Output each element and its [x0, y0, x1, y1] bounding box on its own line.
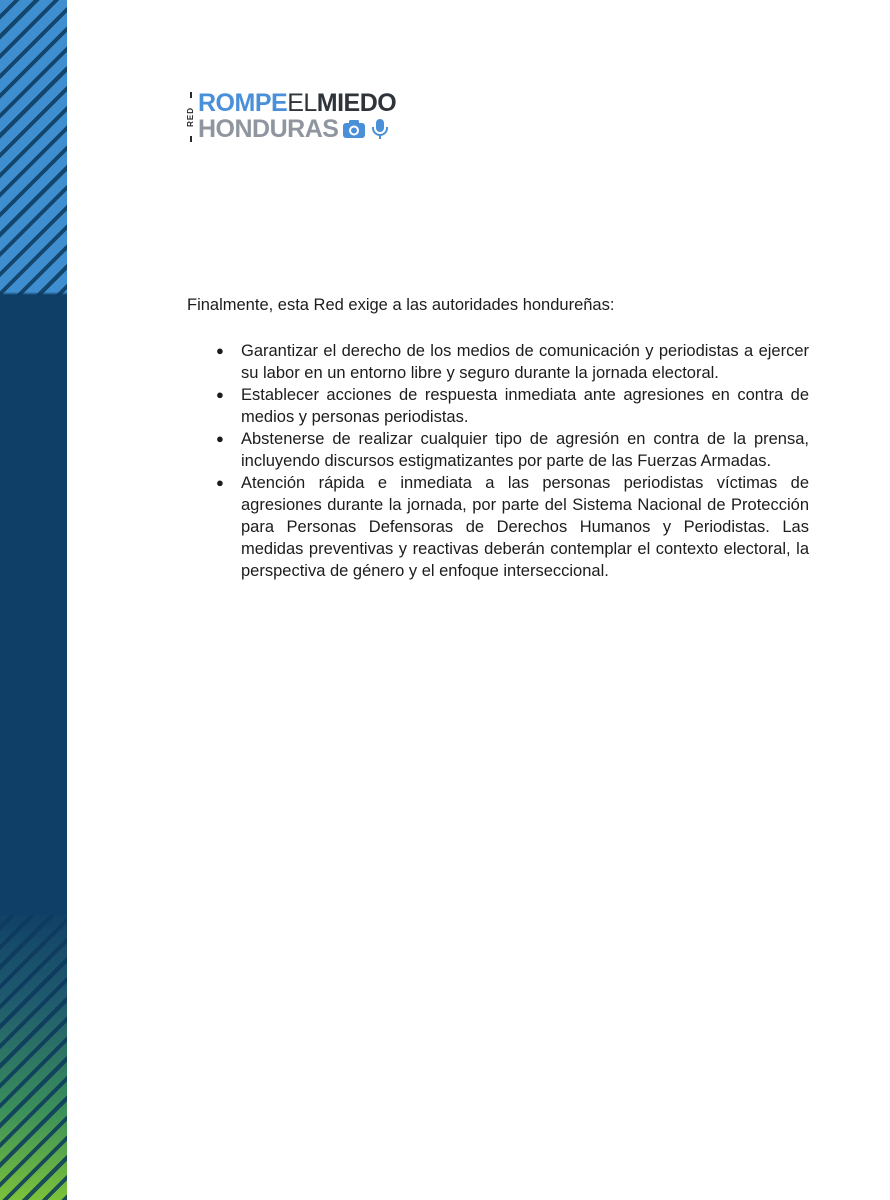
- list-item-text: Establecer acciones de respuesta inmediata ante agresiones en contra de medios y personas periodistas.: [241, 386, 809, 426]
- logo-red-rompe-el-miedo-honduras: [186, 90, 426, 144]
- bullet-icon: ●: [216, 431, 224, 446]
- list-item: [187, 472, 809, 582]
- logo-line-2: [198, 116, 390, 142]
- intro-paragraph: Finalmente, esta Red exige a las autoridades hondureñas:: [187, 296, 615, 314]
- document-body: [187, 294, 809, 582]
- logo-word-rompe: ROMPE: [198, 89, 288, 117]
- logo-word-miedo: MIEDO: [316, 89, 397, 117]
- list-item-text: Atención rápida e inmediata a las personas periodistas víctimas de agresiones durante la jornada, por parte del Sistema Nacional de Protección para Personas Defensoras de Derechos Humanos y Periodistas. Las medidas preventivas y reactivas deberán contemplar el contexto electoral, la perspectiva de género y el enfoque interseccional.: [241, 474, 809, 580]
- side-band-solid-section: [0, 295, 67, 915]
- logo-red-label: RED: [186, 92, 196, 142]
- side-band-fade: [0, 880, 67, 940]
- bullet-icon: ●: [216, 387, 224, 402]
- logo-word-el: EL: [287, 89, 317, 117]
- logo-word-honduras: HONDURAS: [198, 115, 339, 143]
- list-item: [187, 384, 809, 428]
- list-item: [187, 428, 809, 472]
- demands-list: [187, 340, 809, 582]
- decorative-side-band: [0, 0, 67, 1200]
- list-item-text: Garantizar el derecho de los medios de comunicación y periodistas a ejercer su labor en un entorno libre y seguro durante la jornada electoral.: [241, 342, 809, 382]
- list-item-text: Abstenerse de realizar cualquier tipo de agresión en contra de la prensa, incluyendo discursos estigmatizantes por parte de las Fuerzas Armadas.: [241, 430, 809, 470]
- logo-line-1: [198, 90, 396, 116]
- bullet-icon: ●: [216, 475, 224, 490]
- list-item: [187, 340, 809, 384]
- camera-icon: [342, 119, 366, 139]
- bullet-icon: ●: [216, 343, 224, 358]
- microphone-icon: [370, 118, 390, 140]
